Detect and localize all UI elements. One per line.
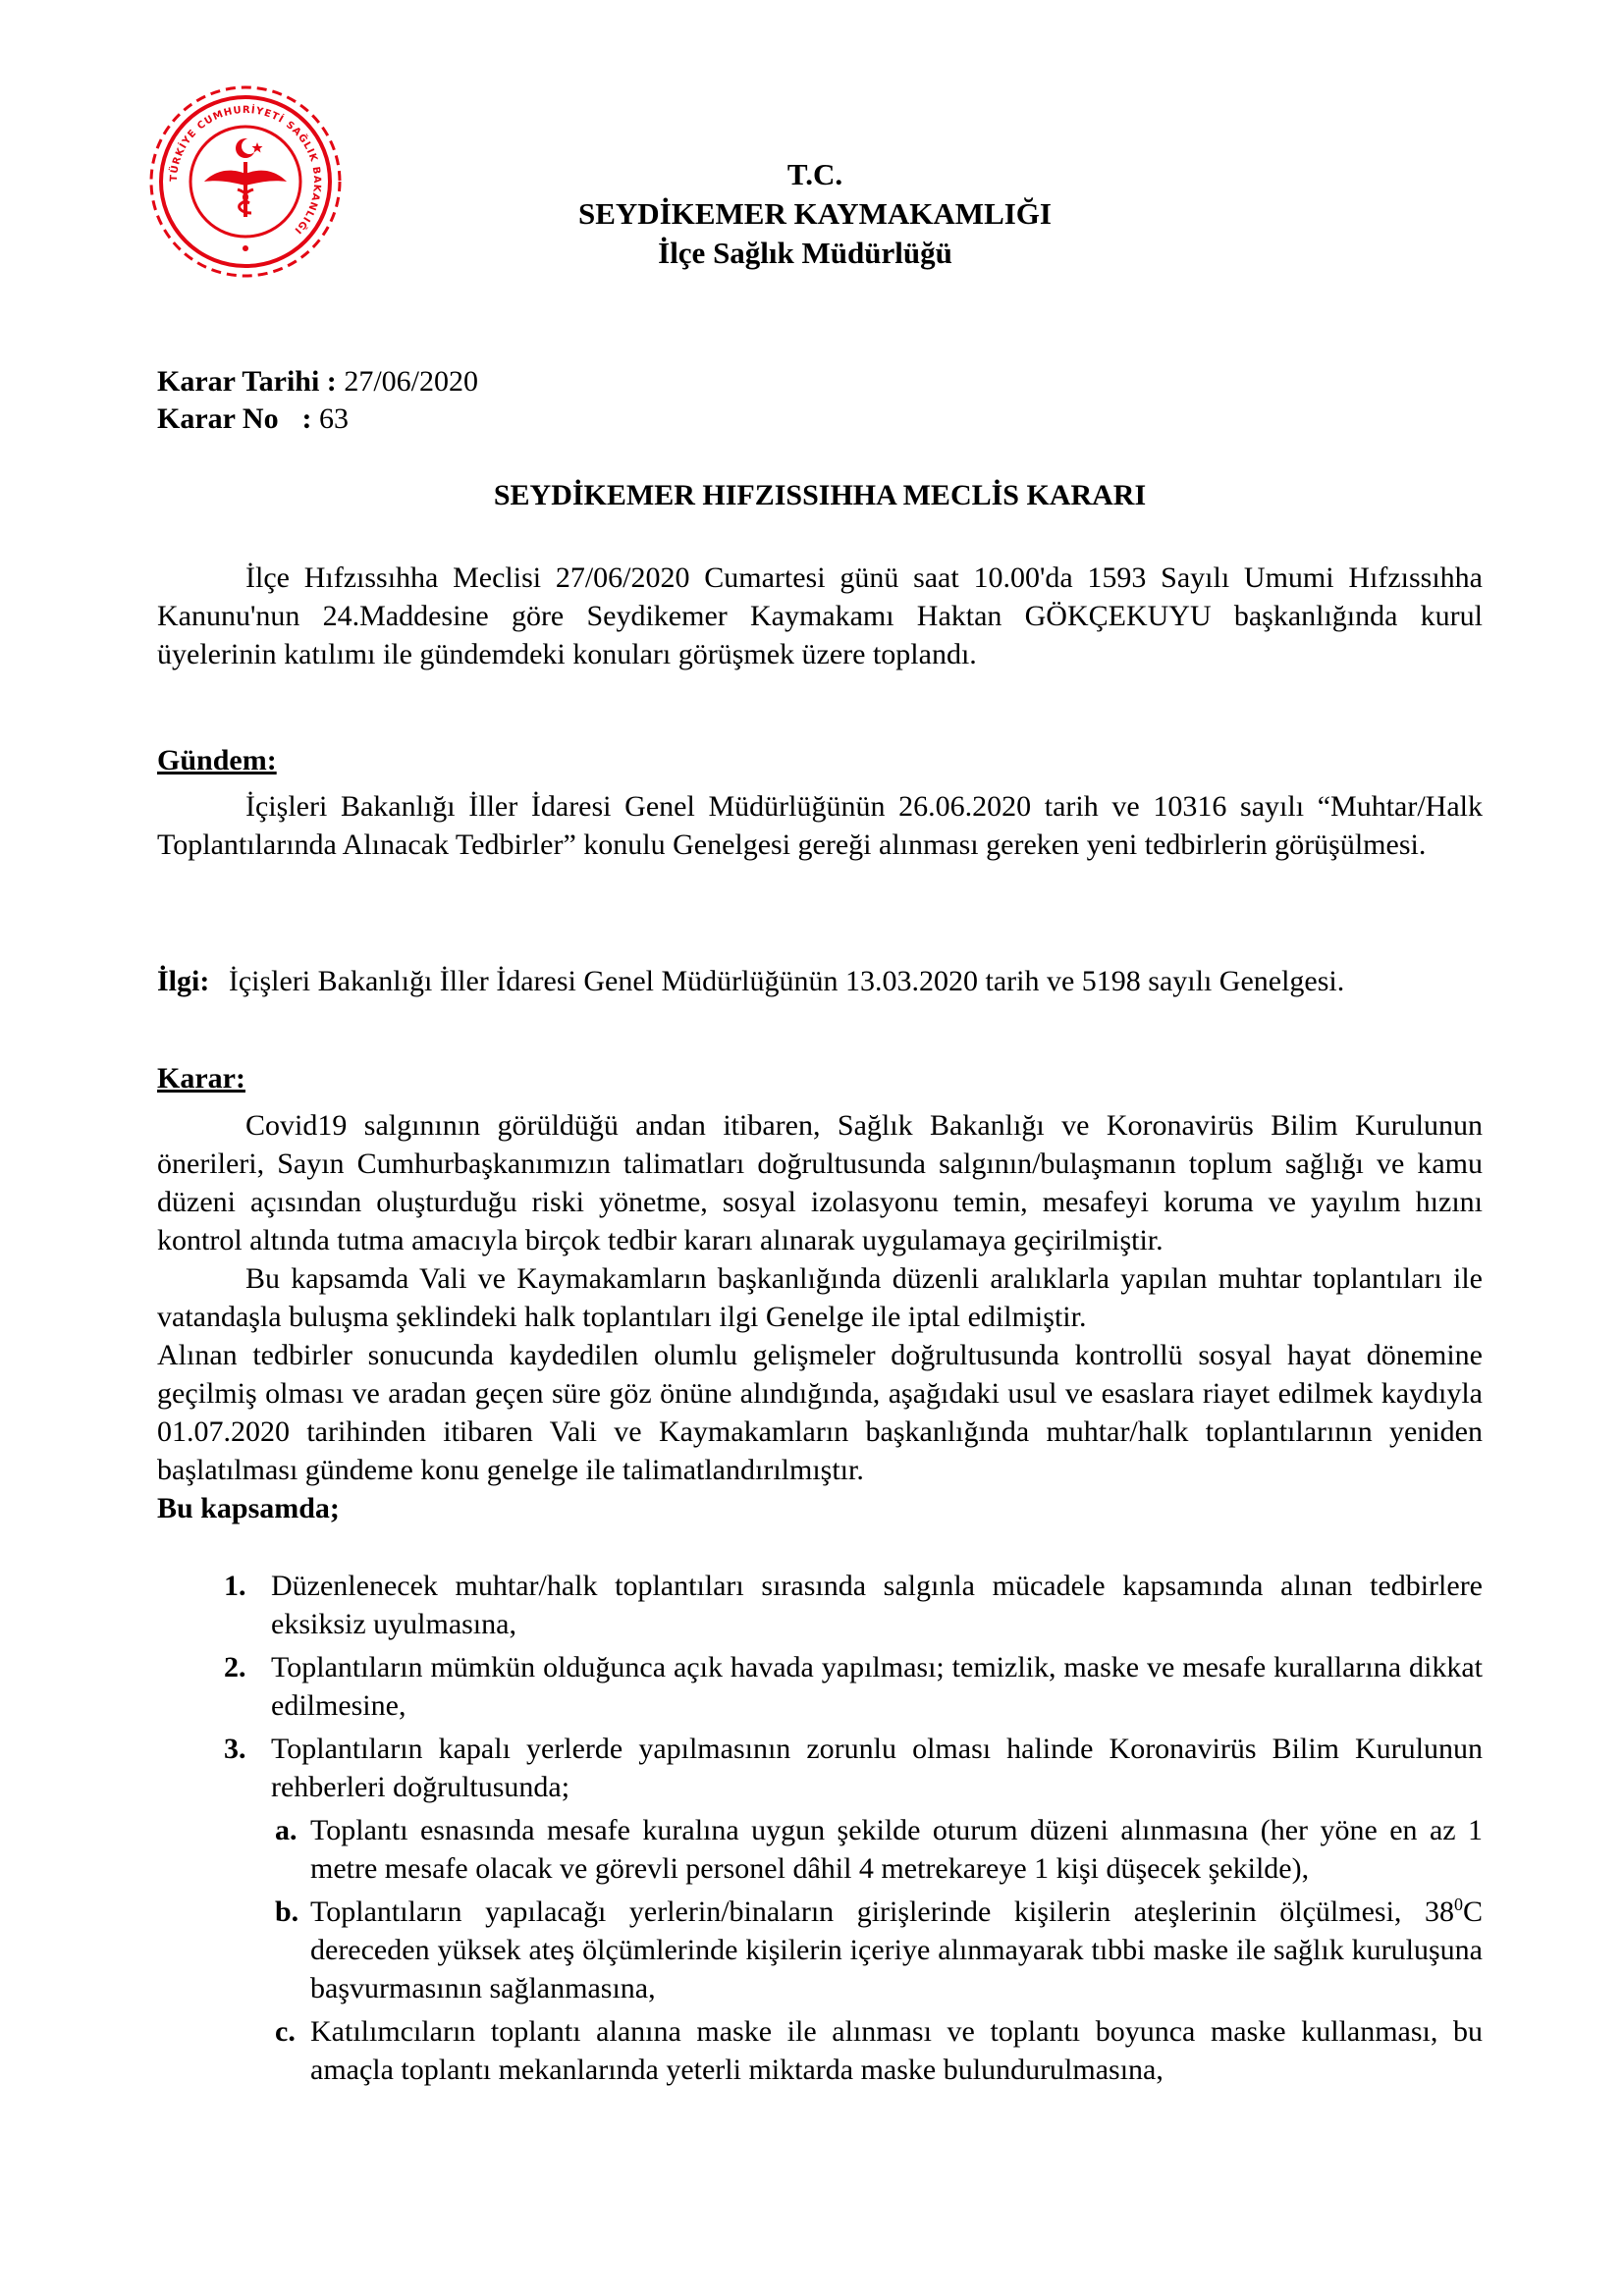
- list-item-text: Düzenlenecek muhtar/halk toplantıları sırasında salgınla mücadele kapsamında alınan tedbirlere eksiksiz uyulmasına,: [271, 1570, 1483, 1640]
- sub-list-item-letter: b.: [275, 1896, 299, 1928]
- decision-number-sep: :: [301, 402, 312, 435]
- sub-list-item: [157, 1893, 1483, 2007]
- header-tc: T.C.: [786, 157, 843, 191]
- karar-paragraph-4: Bu kapsamda;: [157, 1492, 340, 1524]
- list-item-number: 1.: [224, 1570, 246, 1602]
- decision-number-value: 63: [319, 402, 349, 435]
- decision-date-label: Karar Tarihi :: [157, 365, 337, 398]
- decision-list: [157, 1567, 1483, 2089]
- karar-paragraph-3: Alınan tedbirler sonucunda kaydedilen olumlu gelişmeler doğrultusunda kontrollü sosyal hayat dönemine geçilmiş olması ve aradan geçen süre göz önüne alındığında, aşağıdaki usul ve esaslara riayet edilmek kaydıyla 01.07.2020 tarihinden itibaren Vali ve Kaymakamların başkanlığında muhtar/halk toplantılarının yeniden başlatılması gündeme konu genelge ile talimatlandırılmıştır.: [157, 1339, 1483, 1486]
- list-item-text: Toplantıların kapalı yerlerde yapılmasının zorunlu olması halinde Koronavirüs Bilim Kurulunun rehberleri doğrultusunda;: [271, 1733, 1483, 1803]
- decision-date: [157, 365, 478, 399]
- gundem-heading: Gündem:: [157, 744, 277, 776]
- karar-body: [157, 1106, 1483, 1527]
- degree-superscript: 0: [1453, 1895, 1463, 1914]
- sub-list-item-letter: c.: [275, 2015, 296, 2048]
- ilgi-line: [157, 965, 1344, 998]
- sub-list-item-text: Toplantı esnasında mesafe kuralına uygun şekilde oturum düzeni alınmasına (her yöne en az 1 metre mesafe olacak ve görevli personel dâhil 4 metrekareye 1 kişi düşecek şekilde),: [310, 1814, 1483, 1885]
- ministry-seal-logo: [147, 83, 344, 280]
- ilgi-label: İlgi:: [157, 965, 210, 997]
- temperature-text-after: C dereceden yüksek ateş ölçümlerinde kişilerin içeriye alınmayarak tıbbi maske ile sağlık kuruluşuna başvurmasının sağlanmasına,: [310, 1896, 1483, 2004]
- header-mudurluk: İlçe Sağlık Müdürlüğü: [658, 236, 952, 270]
- list-item: [157, 1567, 1483, 1643]
- gundem-text: İçişleri Bakanlığı İller İdaresi Genel Müdürlüğünün 26.06.2020 tarih ve 10316 sayılı “Muhtar/Halk Toplantılarında Alınacak Tedbirler” konulu Genelgesi gereği alınması gereken yeni tedbirlerin görüşülmesi.: [157, 790, 1483, 861]
- ilgi-text: İçişleri Bakanlığı İller İdaresi Genel Müdürlüğünün 13.03.2020 tarih ve 5198 sayılı Genelgesi.: [228, 965, 1345, 997]
- decision-date-value: 27/06/2020: [344, 365, 478, 398]
- list-item-text: Toplantıların mümkün olduğunca açık havada yapılması; temizlik, maske ve mesafe kurallarına dikkat edilmesine,: [271, 1651, 1483, 1722]
- karar-heading: Karar:: [157, 1062, 245, 1095]
- temperature-text-before: Toplantıların yapılacağı yerlerin/binaların girişlerinde kişilerin ateşlerinin ölçülmesi, 38: [310, 1896, 1454, 1928]
- seal-ring-text: TÜRKİYE CUMHURİYETİ SAĞLIK BAKANLIĞI: [168, 104, 323, 237]
- decision-number: [157, 402, 349, 436]
- list-item-number: 3.: [224, 1733, 246, 1765]
- sub-list-item-text: Katılımcıların toplantı alanına maske ile alınması ve toplantı boyunca maske kullanması, bu amaçla toplantı mekanlarında yeterli miktarda maske bulundurulmasına,: [310, 2015, 1483, 2086]
- sub-list-item-letter: a.: [275, 1814, 298, 1846]
- karar-paragraph-2: Bu kapsamda Vali ve Kaymakamların başkanlığında düzenli aralıklarla yapılan muhtar toplantıları ile vatandaşla buluşma şeklindeki halk toplantıları ilgi Genelge ile iptal edilmiştir.: [157, 1262, 1483, 1333]
- list-item: [157, 1730, 1483, 1806]
- intro-paragraph: İlçe Hıfzıssıhha Meclisi 27/06/2020 Cumartesi günü saat 10.00'da 1593 Sayılı Umumi Hıfzıssıhha Kanunu'nun 24.Maddesine göre Seydikemer Kaymakamı Haktan GÖKÇEKUYU başkanlığında kurul üyelerinin katılımı ile gündemdeki konuları görüşmek üzere toplandı.: [157, 561, 1483, 670]
- page-title: SEYDİKEMER HIFZISSIHHA MECLİS KARARI: [493, 479, 1147, 511]
- sub-list-item: [157, 1811, 1483, 1888]
- header-kaymakamlik: SEYDİKEMER KAYMAKAMLIĞI: [578, 196, 1052, 231]
- decision-number-label: Karar No: [157, 402, 279, 435]
- sub-list-item: [157, 2012, 1483, 2089]
- list-item: [157, 1648, 1483, 1725]
- list-item-number: 2.: [224, 1651, 246, 1683]
- sub-list-item-text: [310, 1896, 1483, 2004]
- karar-paragraph-1: Covid19 salgınının görüldüğü andan itibaren, Sağlık Bakanlığı ve Koronavirüs Bilim Kurulunun önerileri, Sayın Cumhurbaşkanımızın talimatları doğrultusunda salgının/bulaşmanın toplum sağlığı ve kamu düzeni açısından oluşturduğu riski yönetme, sosyal izolasyonu temin, mesafeyi koruma ve yayılım hızını kontrol altında tutma amacıyla birçok tedbir kararı alınarak uygulamaya geçirilmiştir.: [157, 1109, 1483, 1256]
